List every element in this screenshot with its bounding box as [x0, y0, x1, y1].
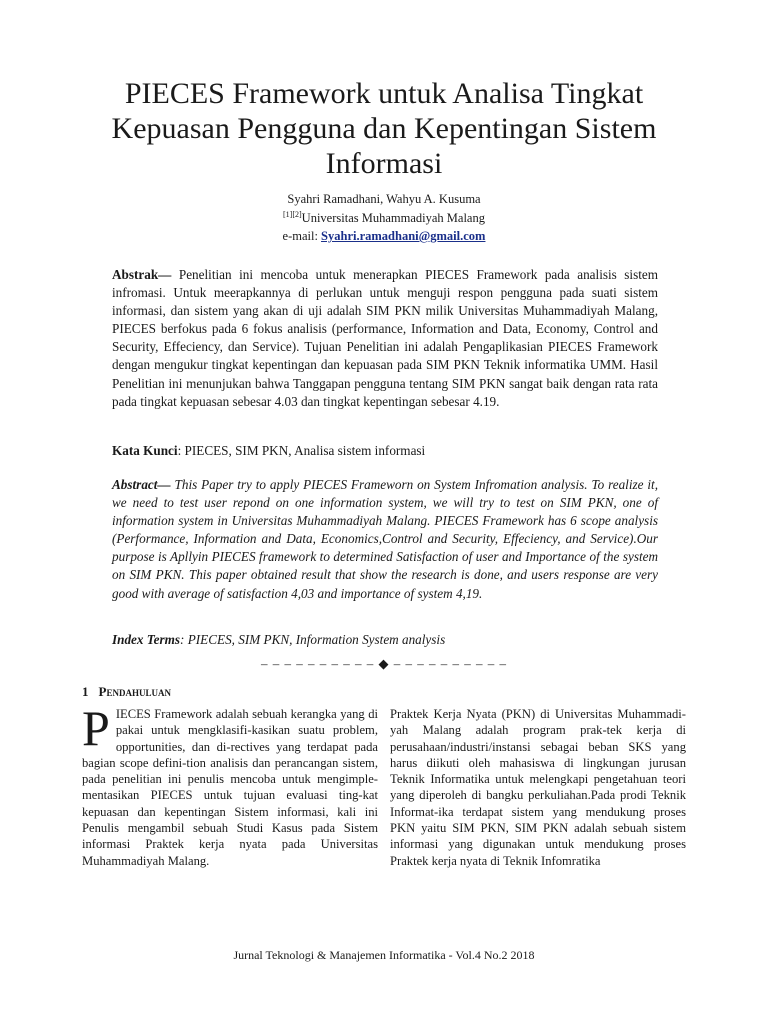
journal-footer: Jurnal Teknologi & Manajemen Informatika - Vol.4 No.2 2018 — [233, 948, 535, 962]
author-list: Syahri Ramadhani, Wahyu A. Kusuma — [287, 192, 481, 206]
drop-cap: P — [82, 700, 110, 756]
affiliation-marker: [1][2] — [283, 210, 302, 219]
abstrak-label: Abstrak— — [112, 267, 172, 282]
body-right-text: Praktek Kerja Nyata (PKN) di Universitas Muhammadi-yah Malang adalah program prak-tek kerja di perusahaan/industri/instansi sebagai beban SKS yang harus diikuti oleh mahasiswa di lingkungan jurusan Teknik Informatika untuk melengkapi pengetahuan teori yang diperoleh di bangku perkuliahan.Pada prodi Teknik Informat-ika terdapat sistem yang mendukung proses PKN yaitu SIM PKN, SIM PKN adalah sebuah sistem informasi yang digunakan untuk mendukung proses Praktek kerja nyata di Teknik Infomratika — [390, 707, 686, 868]
paper-title: PIECES Framework untuk Analisa Tingkat Kepuasan Pengguna dan Kepentingan Sistem Informasi — [111, 77, 657, 180]
body-left-text: IECES Framework adalah sebuah kerangka yang di pakai untuk mengklasifi-kasikan suatu problem, opportunities, dan di-rectives yang terdapat pada bagian scope defini-tion analisis dan perancangan sistem, pada penelitian ini penulis mencoba untuk mengimple-mentasikan PIECES untuk tujuan evaluasi ting-kat kepuasan dan kepentingan Sistem informasi, kali ini Penulis mengambil sebuah Studi Kasus pada Sistem informasi Praktek kerja nyata pada Universitas Muhammadiyah Malang. — [82, 707, 378, 868]
affiliation-name: Universitas Muhammadiyah Malang — [301, 211, 485, 226]
abstrak-text: Penelitian ini mencoba untuk menerapkan PIECES Framework pada analisis sistem infromasi. Untuk meerapkannya di perlukan untuk menguji respon pengguna pada suati sistem informasi, dan sistem yang akan di uji adalah SIM PKN milik Universitas Muhammadiyah Malang, PIECES berfokus pada 6 fokus analisis (performance, Information and Data, Economy, Control and Security, Effeciency, dan Service). Tujuan Penelitian ini adalah Pengaplikasian PIECES Framework dengan mengukur tingkat kepentingan dan kepuasan pada SIM PKN Teknik informatika UMM. Hasil Penelitian ini menunjukan bahwa Tanggapan pengguna tentang SIM PKN sangat baik dengan rata rata pada tingkat kepuasan sebesar 4.03 dan tingkat kepentingan sebesar 4.19. — [112, 267, 658, 409]
email-label: e-mail: — [282, 229, 322, 243]
body-column-left — [82, 700, 378, 869]
abstract-paragraph — [112, 476, 658, 603]
kata-kunci-label: Kata Kunci — [112, 443, 178, 458]
abstract-label: Abstract— — [112, 477, 171, 492]
abstract-text: This Paper try to apply PIECES Frameworn on System Infromation analysis. To realize it, we need to test user repond on one information system, we will try to test on SIM PKN, one of information system in Universitas Muhammadiyah Malang. PIECES Framework has 6 scope analysis (Performance, Information and Data, Economics,Control and Security, Effeciency, and Service).Our purpose is Apllyin PIECES framework to determined Satisfaction of user and Importance of the system on SIM PKN. This paper obtained result that show the research is done, and users response are very good with average of satisfaction 4,03 and importance of system 4,19. — [112, 477, 658, 601]
index-terms-paragraph — [112, 631, 658, 649]
email-line — [0, 229, 768, 244]
kata-kunci-paragraph — [112, 442, 658, 460]
section-separator: – – – – – – – – – – ◆ – – – – – – – – – – — [261, 656, 507, 671]
section-title: Pendahuluan — [98, 684, 171, 699]
affiliation — [0, 210, 768, 226]
kata-kunci-text: : PIECES, SIM PKN, Analisa sistem informasi — [177, 443, 426, 458]
index-terms-text: : PIECES, SIM PKN, Information System analysis — [180, 632, 446, 647]
abstrak-paragraph — [112, 266, 658, 411]
index-terms-label: Index Terms — [112, 632, 181, 647]
body-column-right — [390, 706, 686, 869]
email-link[interactable]: Syahri.ramadhani@gmail.com — [321, 229, 486, 243]
section-number: 1 — [82, 684, 89, 699]
section-heading — [82, 684, 171, 700]
